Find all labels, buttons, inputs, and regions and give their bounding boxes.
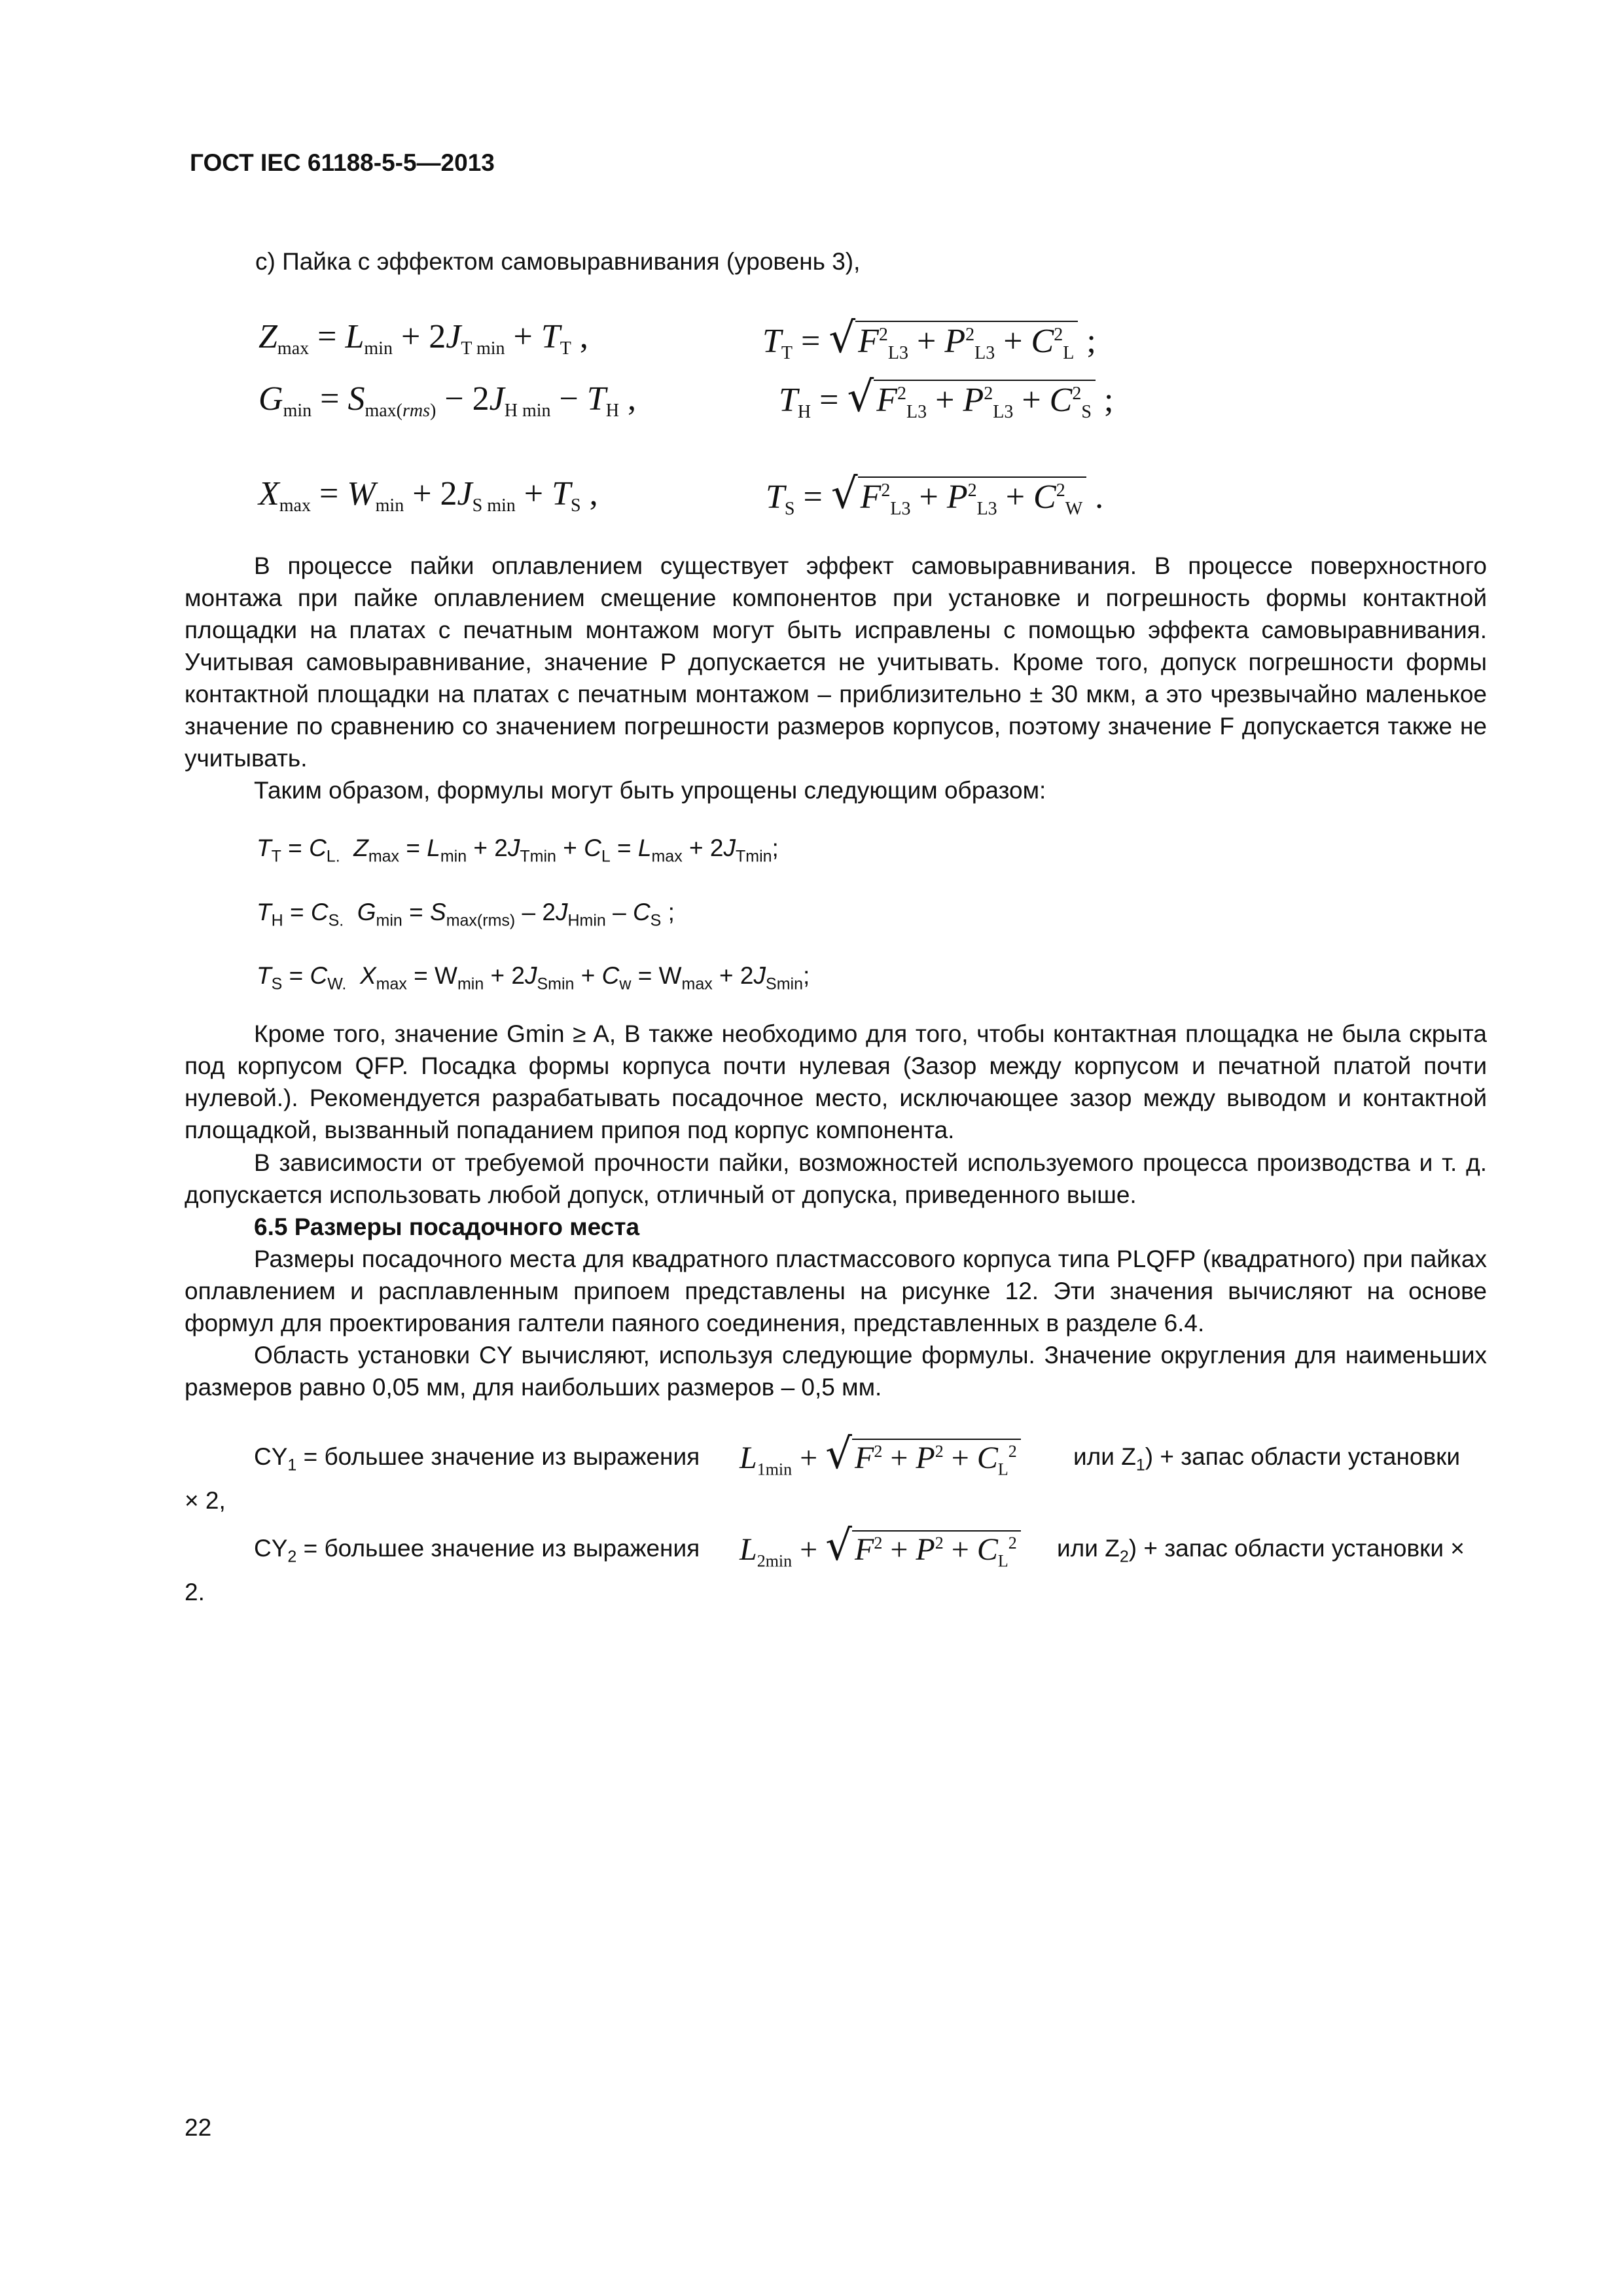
formula-simplified-s: $T_S = C_{W.}$ $X_{max} = W_{min} + 2J_{Smin} + C_w = W_{max} + 2J_{Smin}$; [257,962,810,994]
formula-simplified-h: $T_H = C_{S.}$ $G_{min} = S_{max(rms)} - 2J_{Hmin} - C_S$ ; [257,899,675,930]
cy1-label: $CY_1$ = большее значение из выражения [254,1443,700,1475]
cy2-wrap: 2. [185,1579,205,1605]
formula-zmax: $Z_{max} = L_{min} + 2J_{T min} + T_T$ , [259,318,588,359]
formula-simplified-t: $T_T = C_{L.}$ $Z_{max} = L_{min} + 2J_{Tmin} + C_L = L_{max} + 2J_{Tmin}$; [257,834,779,866]
cy1-formula: $L_{1min} + √F^2 + P^2 + C_L^2$ [740,1430,1021,1480]
cy1-tail: или $Z_1$) + запас области установки [1073,1443,1461,1475]
cy1-wrap: × 2, [185,1487,226,1514]
paragraph-tolerance: В зависимости от требуемой прочности пайки, возможностей используемого процесса производства и т. д. допускается использовать любой допуск, отличный от допуска, приведенного выше. [185,1149,1487,1208]
document-code: ГОСТ IEC 61188-5-5—2013 [190,149,495,176]
paragraph-gmin: Кроме того, значение Gmin ≥ A, B также необходимо для того, чтобы контактная площадка не была скрыта под корпусом QFP. Посадка формы корпуса почти нулевая (Зазор между корпусом и печатной платой почти нулевой.). Рекомендуется разрабатывать посадочное место, исключающее зазор между выводом и контактной площадкой, вызванный попаданием припоя под корпус компонента. [185,1020,1487,1143]
page-number: 22 [185,2114,212,2141]
paragraph-self-alignment: В процессе пайки оплавлением существует эффект самовыравнивания. В процессе поверхностного монтажа при пайке оплавлением смещение компонентов при установке и погрешность формы контактной площадки на платах с печатным монтажом могут быть исправлены с помощью эффекта самовыравнивания. Учитывая самовыравнивание, значение P допускается не учитывать. Кроме того, допуск погрешности формы контактной площадки на платах с печатным монтажом – приблизительно ± 30 мкм, а это чрезвычайно маленькое значение по сравнению со значением погрешности размеров корпусов, поэтому значение F допускается также не учитывать. [185,552,1487,772]
formula-xmax: $X_{max} = W_{min} + 2J_{S min} + T_S$ , [259,475,598,516]
formula-tt: $T_T = √F^2_{L3} + P^2_{L3} + C^2_L$ ; [762,314,1096,363]
section-heading: 6.5 Размеры посадочного места [254,1213,640,1240]
formula-ts: $T_S = √F^2_{L3} + P^2_{L3} + C^2_W$ . [766,470,1104,519]
formula-th: $T_H = √F^2_{L3} + P^2_{L3} + C^2_S$ ; [779,373,1114,422]
cy2-label: $CY_2$ = большее значение из выражения [254,1535,700,1566]
cy2-formula: $L_{2min} + √F^2 + P^2 + C_L^2$ [740,1522,1021,1571]
cy2-tail: или $Z_2$) + запас области установки × [1057,1535,1465,1566]
paragraph-simplified: Таким образом, формулы могут быть упрощены следующим образом: [254,777,1046,804]
formula-gmin: $G_{min} = S_{max(rms)} - 2J_{H min} - T_H$ , [259,380,637,421]
paragraph-courtyard: Область установки CY вычисляют, используя следующие формулы. Значение округления для наименьших размеров равно 0,05 мм, для наибольших размеров – 0,5 мм. [185,1342,1487,1401]
item-c: c) Пайка с эффектом самовыравнивания (уровень 3), [255,248,861,275]
paragraph-land-pattern: Размеры посадочного места для квадратного пластмассового корпуса типа PLQFP (квадратного) при пайках оплавлением и расплавленным припоем представлены на рисунке 12. Эти значения вычисляют на основе формул для проектирования галтели паяного соединения, представленных в разделе 6.4. [185,1246,1487,1336]
